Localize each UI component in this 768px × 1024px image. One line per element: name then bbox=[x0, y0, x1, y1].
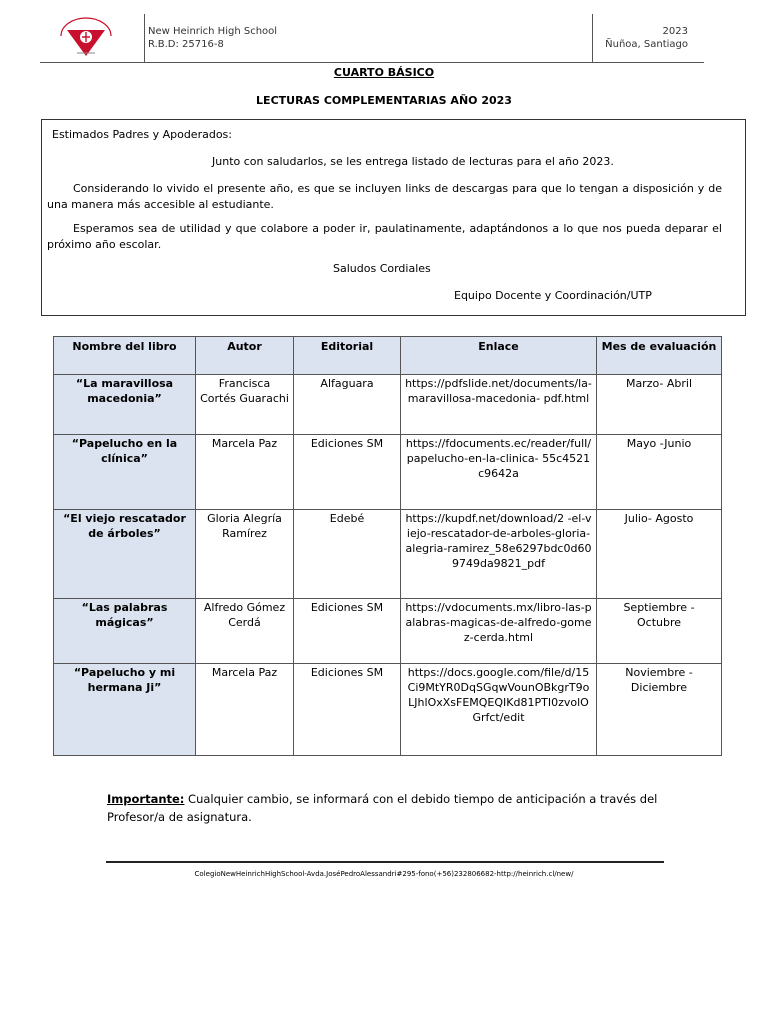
evaluation-month: Julio- Agosto bbox=[597, 510, 722, 599]
book-publisher: Ediciones SM bbox=[294, 664, 401, 756]
school-crest-icon bbox=[55, 16, 117, 60]
book-publisher: Edebé bbox=[294, 510, 401, 599]
download-link[interactable]: https://fdocuments.ec/reader/fulI/papelucho-en-la-clinica- 55c4521c9642a bbox=[401, 435, 597, 510]
letter-signature: Equipo Docente y Coordinación/UTP bbox=[454, 289, 652, 302]
header-underline bbox=[40, 62, 704, 63]
letter-paragraph-3: Esperamos sea de utilidad y que colabore a poder ir, paulatinamente, adaptándonos a lo que nos pueda deparar el próximo año escolar. bbox=[47, 222, 722, 251]
important-note bbox=[107, 790, 667, 826]
table-header-row bbox=[54, 337, 722, 375]
col-header-month: Mes de evaluación bbox=[597, 337, 722, 375]
header-year: 2023 bbox=[662, 26, 688, 37]
important-text: Cualquier cambio, se informará con el debido tiempo de anticipación a través del Profesor/a de asignatura. bbox=[107, 792, 658, 824]
letter-closing: Saludos Cordiales bbox=[333, 262, 431, 275]
book-author: Alfredo Gómez Cerdá bbox=[196, 599, 294, 664]
page-subtitle: LECTURAS COMPLEMENTARIAS AÑO 2023 bbox=[256, 94, 512, 107]
header-location: Ñuñoa, Santiago bbox=[605, 39, 688, 50]
important-label: Importante: bbox=[107, 792, 185, 806]
book-title: “Papelucho y mi hermana Ji” bbox=[54, 664, 196, 756]
col-header-book: Nombre del libro bbox=[54, 337, 196, 375]
school-name: New Heinrich High School bbox=[148, 26, 278, 37]
book-author: Marcela Paz bbox=[196, 664, 294, 756]
col-header-author: Autor bbox=[196, 337, 294, 375]
letter-box bbox=[41, 119, 746, 316]
book-publisher: Alfaguara bbox=[294, 375, 401, 435]
download-link[interactable]: https://vdocuments.mx/libro-las-palabras-magicas-de-alfredo-gomez-cerda.html bbox=[401, 599, 597, 664]
footer-contact: ColegioNewHeinrichHighSchool-Avda.JoséPedroAlessandri#295-fono(+56)232806682-http://heinrich.cl/new/ bbox=[194, 870, 574, 878]
table-row bbox=[54, 664, 722, 756]
page-title: CUARTO BÁSICO bbox=[333, 66, 435, 79]
school-info bbox=[148, 25, 277, 51]
col-header-link: Enlace bbox=[401, 337, 597, 375]
letter-greeting: Estimados Padres y Apoderados: bbox=[52, 128, 232, 141]
book-title: “Las palabras mágicas” bbox=[54, 599, 196, 664]
book-author: Gloria Alegría Ramírez bbox=[196, 510, 294, 599]
letter-paragraph-1: Junto con saludarlos, se les entrega listado de lecturas para el año 2023. bbox=[212, 155, 614, 168]
table-row bbox=[54, 435, 722, 510]
footer-divider bbox=[106, 861, 664, 863]
year-info bbox=[605, 25, 688, 51]
evaluation-month: Noviembre - Diciembre bbox=[597, 664, 722, 756]
book-author: Marcela Paz bbox=[196, 435, 294, 510]
table-row bbox=[54, 510, 722, 599]
letter-paragraph-2: Considerando lo vivido el presente año, es que se incluyen links de descargas para que lo tengan a disposición y de una manera más accesible al estudiante. bbox=[47, 182, 722, 211]
book-publisher: Ediciones SM bbox=[294, 435, 401, 510]
evaluation-month: Marzo- Abril bbox=[597, 375, 722, 435]
book-author: Francisca Cortés Guarachi bbox=[196, 375, 294, 435]
book-publisher: Ediciones SM bbox=[294, 599, 401, 664]
reading-list-table bbox=[53, 336, 722, 756]
header-divider bbox=[144, 14, 145, 62]
evaluation-month: Mayo -Junio bbox=[597, 435, 722, 510]
header-divider bbox=[592, 14, 593, 62]
table-row bbox=[54, 599, 722, 664]
evaluation-month: Septiembre - Octubre bbox=[597, 599, 722, 664]
document-header bbox=[40, 14, 704, 62]
download-link[interactable]: https://docs.google.com/file/d/15Ci9MtYR0DqSGqwVounOBkgrT9oLJhlOxXsFEMQEQIKd81PTI0zvolOGrfct/edit bbox=[401, 664, 597, 756]
download-link[interactable]: https://pdfslide.net/documents/la-maravillosa-macedonia- pdf.html bbox=[401, 375, 597, 435]
table-row bbox=[54, 375, 722, 435]
download-link[interactable]: https://kupdf.net/download/2 -el-viejo-rescatador-de-arboles-gloria-alegria-ramirez_58e6297bdc0d609749da9821_pdf bbox=[401, 510, 597, 599]
book-title: “El viejo rescatador de árboles” bbox=[54, 510, 196, 599]
school-rbd: R.B.D: 25716-8 bbox=[148, 39, 224, 50]
book-title: “Papelucho en la clínica” bbox=[54, 435, 196, 510]
col-header-publisher: Editorial bbox=[294, 337, 401, 375]
book-title: “La maravillosa macedonia” bbox=[54, 375, 196, 435]
